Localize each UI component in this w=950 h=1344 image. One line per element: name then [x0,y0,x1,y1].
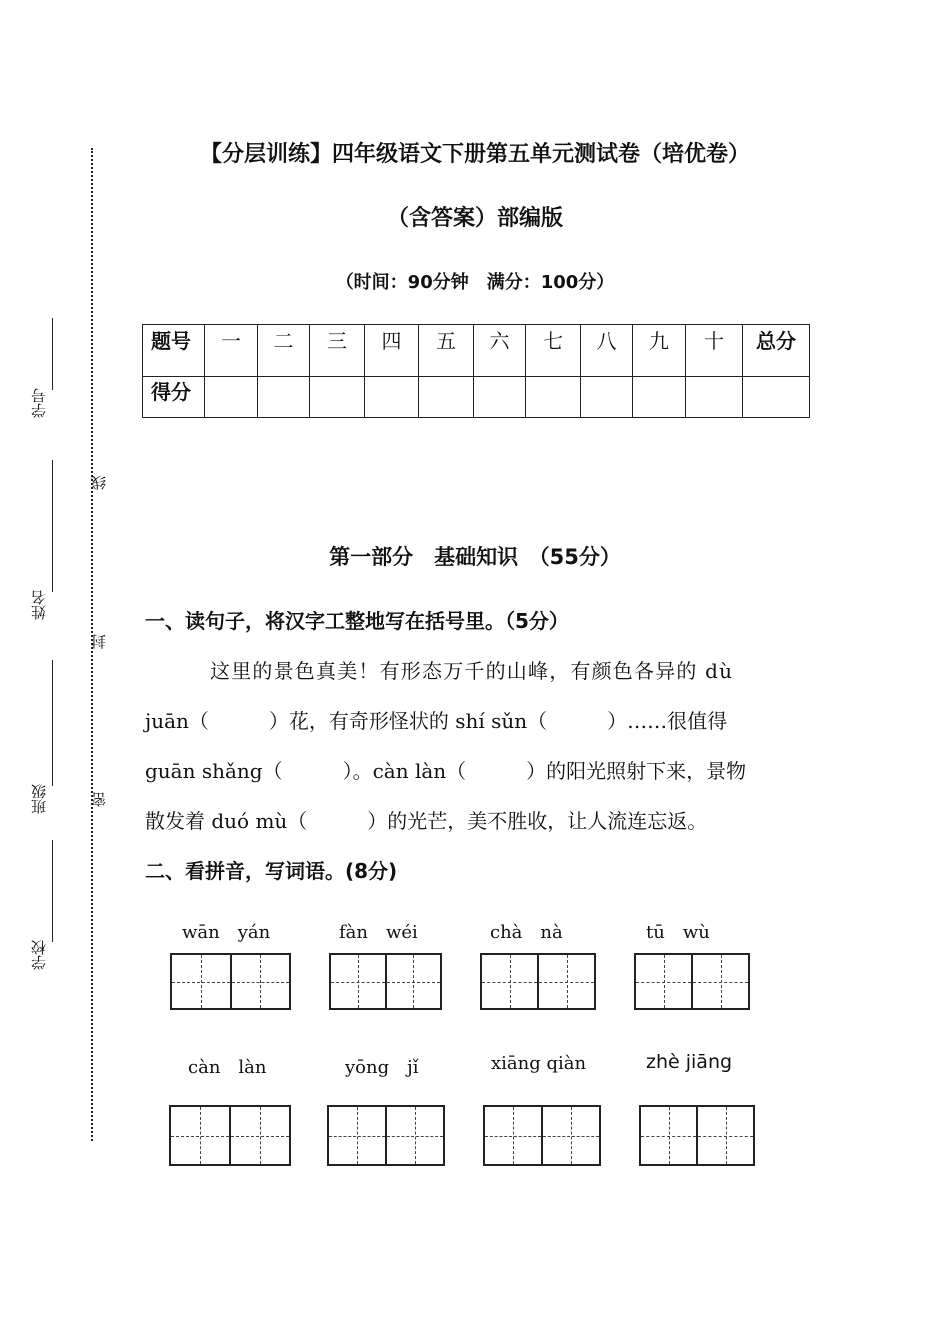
q2-writing-box-4[interactable] [634,953,750,1010]
doc-title-line1: 【分层训练】四年级语文下册第五单元测试卷（培优卷） [199,142,750,167]
q2-writing-box-8[interactable] [639,1105,755,1166]
score-header-cell: 四 [365,325,419,377]
score-cell[interactable] [258,377,310,418]
score-header-cell: 二 [258,325,310,377]
margin-label-name: 姓名 [30,590,48,620]
score-header-cell: 一 [205,325,258,377]
score-cell[interactable] [686,377,743,418]
q2-pinyin-7: xiāng qiàn [491,1053,587,1074]
score-cell[interactable] [474,377,526,418]
score-header-cell: 六 [474,325,526,377]
score-cell[interactable] [581,377,633,418]
seal-char-seal: 封 [90,634,108,649]
q2-writing-box-6[interactable] [327,1105,445,1166]
doc-meta: （时间：90分钟 满分：100分） [335,272,615,293]
part1-heading: 第一部分 基础知识 （55分） [329,545,621,569]
doc-title-line2: （含答案）部编版 [386,206,563,231]
q2-heading: 二、看拼音，写词语。(8分) [145,859,398,883]
q2-writing-box-5[interactable] [169,1105,291,1166]
student-id-underline [52,318,53,390]
score-cell[interactable] [310,377,365,418]
score-header-label: 题号 [143,325,205,377]
margin-label-school: 学校 [30,940,48,970]
seal-char-line: 线 [90,475,108,490]
score-header-cell: 十 [686,325,743,377]
q2-writing-box-1[interactable] [170,953,291,1010]
q2-pinyin-8: zhè jiāng [646,1051,733,1073]
q1-line-4: 散发着 duó mù（ ）的光芒，美不胜收，让人流连忘返。 [145,809,708,833]
score-header-cell: 七 [526,325,581,377]
score-cell[interactable] [365,377,419,418]
score-header-cell: 九 [633,325,686,377]
q2-writing-box-3[interactable] [480,953,596,1010]
score-row-label: 得分 [143,377,205,418]
q1-line-3: guān shǎng（ ）。càn làn（ ）的阳光照射下来，景物 [145,759,747,783]
margin-label-class: 班级 [30,784,48,814]
q2-writing-box-2[interactable] [329,953,442,1010]
margin-label-student-id: 学号 [30,388,48,418]
q2-pinyin-3: chà nà [490,922,563,943]
seal-char-secret: 密 [90,792,108,807]
q2-pinyin-5: càn làn [188,1057,267,1078]
q2-writing-box-7[interactable] [483,1105,601,1166]
score-cell[interactable] [743,377,810,418]
score-cell[interactable] [205,377,258,418]
q2-pinyin-1: wān yán [182,922,271,943]
score-cell[interactable] [526,377,581,418]
score-cell[interactable] [419,377,474,418]
q1-line-1: 这里的景色真美！有形态万千的山峰，有颜色各异的 dù [210,659,734,683]
class-underline [52,660,53,786]
score-cell[interactable] [633,377,686,418]
q1-line-2: juān（ ）花，有奇形怪状的 shí sǔn（ ）……很值得 [145,709,728,733]
q1-heading: 一、读句子，将汉字工整地写在括号里。（5分） [145,609,569,633]
score-header-cell: 八 [581,325,633,377]
school-underline [52,840,53,942]
score-header-total: 总分 [743,325,810,377]
q2-pinyin-2: fàn wéi [339,922,418,943]
score-table [142,324,810,418]
q2-pinyin-6: yōng jǐ [345,1057,419,1078]
score-header-cell: 三 [310,325,365,377]
q2-pinyin-4: tū wù [646,922,710,943]
score-header-cell: 五 [419,325,474,377]
name-underline [52,460,53,592]
